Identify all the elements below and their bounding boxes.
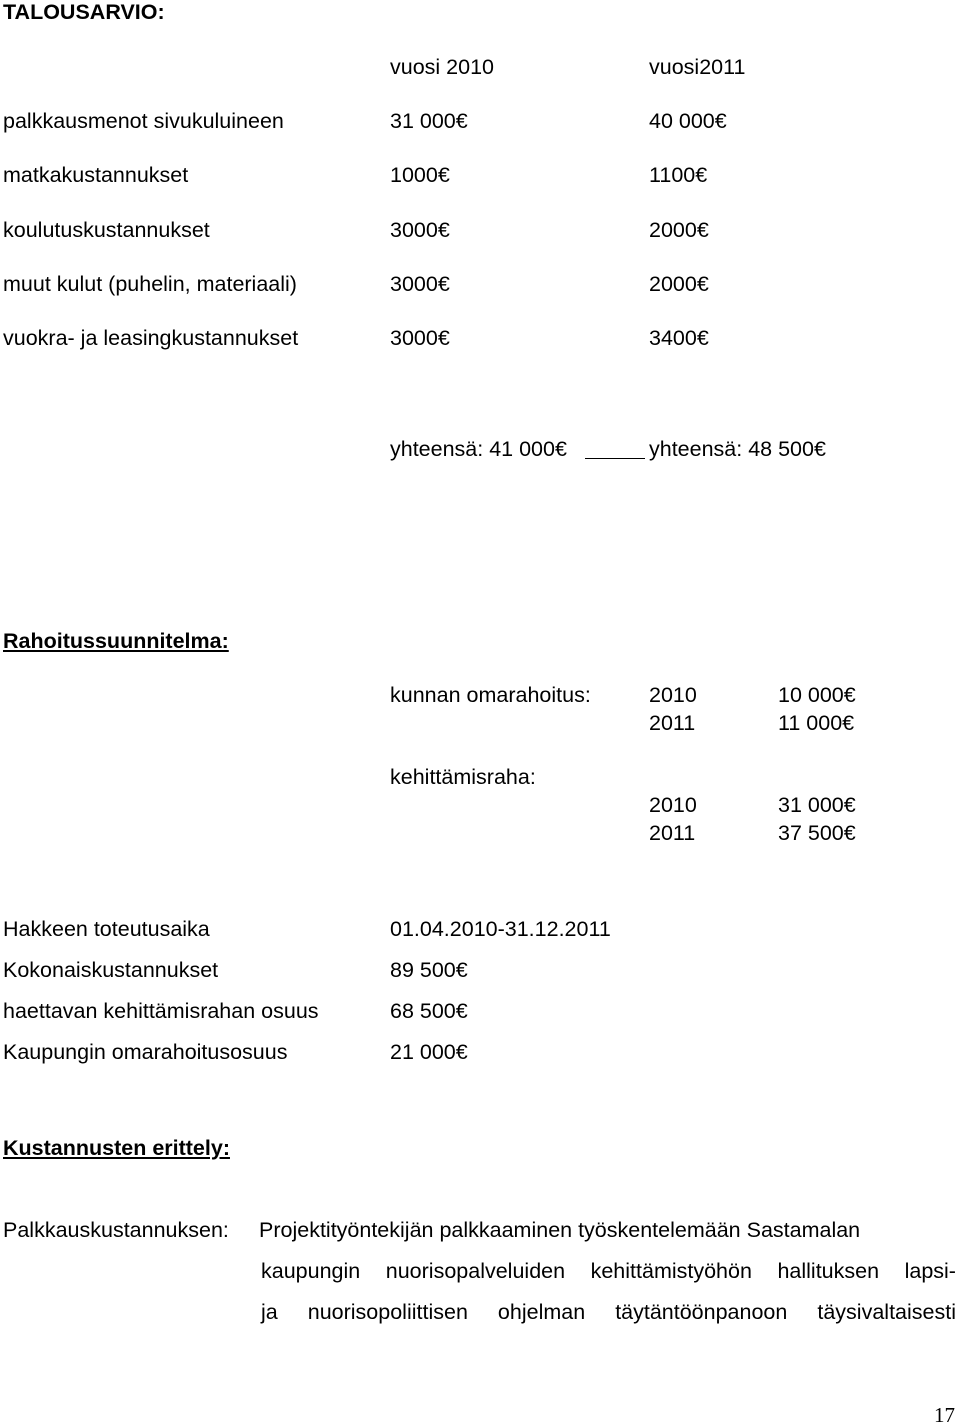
summary-label: Kaupungin omarahoitusosuus <box>3 1040 288 1064</box>
budget-row-value-2010: 3000€ <box>390 326 450 350</box>
budget-total-2010: yhteensä: 41 000€ <box>390 437 567 461</box>
budget-total-divider <box>585 458 645 459</box>
budget-row-label: palkkausmenot sivukuluineen <box>3 109 284 133</box>
budget-row-value-2010: 1000€ <box>390 163 450 187</box>
summary-label: haettavan kehittämisrahan osuus <box>3 999 319 1023</box>
breakdown-word: täytäntöönpanoon <box>615 1300 788 1324</box>
breakdown-text-line: Projektityöntekijän palkkaaminen työskentelemään Sastamalan <box>259 1218 861 1242</box>
budget-row-label: muut kulut (puhelin, materiaali) <box>3 272 297 296</box>
budget-total-2011: yhteensä: 48 500€ <box>649 437 826 461</box>
development-funding-year: 2011 <box>649 821 696 845</box>
budget-row-label: vuokra- ja leasingkustannukset <box>3 326 299 350</box>
budget-heading: TALOUSARVIO: <box>3 0 165 24</box>
own-funding-amount: 10 000€ <box>778 683 856 707</box>
budget-row-value-2010: 3000€ <box>390 218 450 242</box>
breakdown-word: kehittämistyöhön <box>590 1259 752 1283</box>
own-funding-year: 2010 <box>649 683 697 707</box>
breakdown-heading: Kustannusten erittely: <box>3 1136 230 1160</box>
breakdown-word: lapsi- <box>904 1259 956 1283</box>
breakdown-text-line <box>261 1302 956 1324</box>
breakdown-word: täysivaltaisesti <box>817 1300 956 1324</box>
breakdown-word: kaupungin <box>261 1259 361 1283</box>
budget-row-value-2011: 1100€ <box>649 163 708 187</box>
budget-row-value-2010: 3000€ <box>390 272 450 296</box>
budget-row-label: koulutuskustannukset <box>3 218 210 242</box>
page-number: 17 <box>934 1403 955 1427</box>
development-funding-label: kehittämisraha: <box>390 765 536 789</box>
breakdown-word: hallituksen <box>777 1259 880 1283</box>
breakdown-item-label: Palkkauskustannuksen: <box>3 1218 229 1242</box>
breakdown-word: ja <box>261 1300 278 1324</box>
development-funding-amount: 31 000€ <box>778 793 856 817</box>
budget-column-2010: vuosi 2010 <box>390 55 494 79</box>
budget-row-value-2010: 31 000€ <box>390 109 468 133</box>
breakdown-word: nuorisopoliittisen <box>307 1300 468 1324</box>
summary-label: Kokonaiskustannukset <box>3 958 219 982</box>
budget-row-label: matkakustannukset <box>3 163 189 187</box>
summary-value: 68 500€ <box>390 999 468 1023</box>
breakdown-word: ohjelman <box>497 1300 586 1324</box>
budget-row-value-2011: 2000€ <box>649 218 709 242</box>
breakdown-text-line <box>261 1261 956 1283</box>
budget-column-2011: vuosi2011 <box>649 55 746 79</box>
summary-value: 89 500€ <box>390 958 468 982</box>
financing-heading: Rahoitussuunnitelma: <box>3 629 229 653</box>
own-funding-amount: 11 000€ <box>778 711 855 735</box>
budget-row-value-2011: 40 000€ <box>649 109 727 133</box>
development-funding-amount: 37 500€ <box>778 821 856 845</box>
budget-row-value-2011: 2000€ <box>649 272 709 296</box>
own-funding-year: 2011 <box>649 711 696 735</box>
summary-label: Hakkeen toteutusaika <box>3 917 210 941</box>
breakdown-word: nuorisopalveluiden <box>385 1259 566 1283</box>
development-funding-year: 2010 <box>649 793 697 817</box>
own-funding-label: kunnan omarahoitus: <box>390 683 591 707</box>
budget-row-value-2011: 3400€ <box>649 326 709 350</box>
summary-value: 21 000€ <box>390 1040 468 1064</box>
summary-value: 01.04.2010-31.12.2011 <box>390 917 611 941</box>
